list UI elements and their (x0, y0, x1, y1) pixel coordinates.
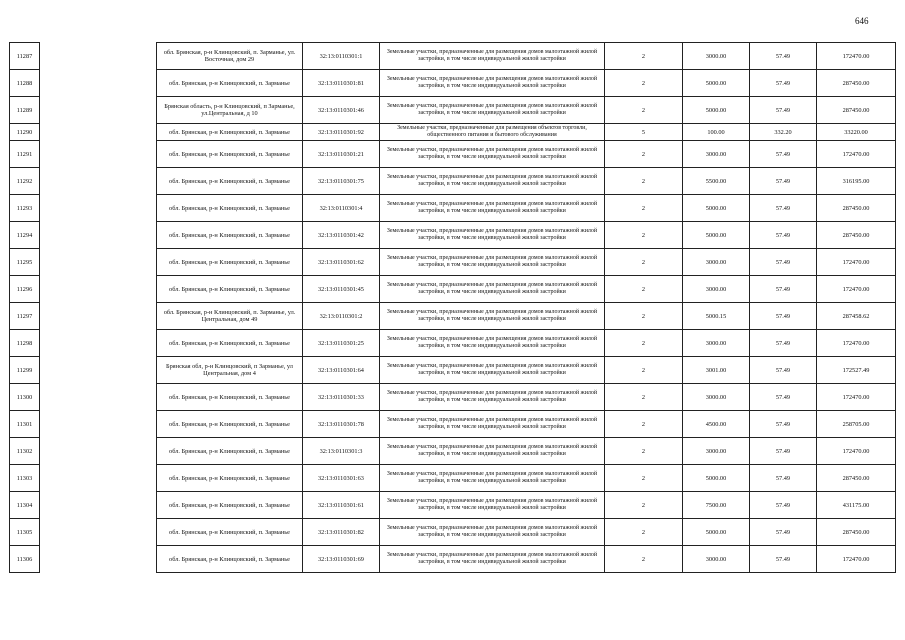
row-id-cell: 11291 (10, 141, 40, 168)
table-row (10, 519, 896, 546)
table-row (10, 168, 896, 195)
group-cell: 2 (605, 384, 683, 411)
group-cell: 2 (605, 97, 683, 124)
rate-cell: 57.49 (750, 384, 817, 411)
rate-cell: 57.49 (750, 222, 817, 249)
cadastral-number-cell: 32:13:0110301:92 (303, 124, 380, 141)
rate-cell: 57.49 (750, 519, 817, 546)
address-cell: обл. Брянская, р-н Клинцовский, п. Зарманье (157, 519, 303, 546)
land-purpose-cell: Земельные участки, предназначенные для размещения домов малоэтажной жилой застройки, в том числе индивидуальной жилой застройки (380, 195, 605, 222)
group-cell: 2 (605, 43, 683, 70)
spacer-cell (40, 438, 157, 465)
row-id-cell: 11293 (10, 195, 40, 222)
spacer-cell (40, 124, 157, 141)
cadastral-value-cell: 172470.00 (817, 43, 896, 70)
address-cell: Брянская область, р-н Клинцовский, п Зарманье, ул.Центральная, д 10 (157, 97, 303, 124)
area-cell: 3000.00 (683, 276, 750, 303)
cadastral-number-cell: 32:13:0110301:78 (303, 411, 380, 438)
cadastral-number-cell: 32:13:0110301:25 (303, 330, 380, 357)
area-cell: 3000.00 (683, 384, 750, 411)
group-cell: 2 (605, 357, 683, 384)
row-id-cell: 11292 (10, 168, 40, 195)
spacer-cell (40, 222, 157, 249)
cadastral-value-cell: 287450.00 (817, 519, 896, 546)
address-cell: обл. Брянская, р-н Клинцовский, п. Зарманье (157, 124, 303, 141)
spacer-cell (40, 519, 157, 546)
cadastral-number-cell: 32:13:0110301:45 (303, 276, 380, 303)
area-cell: 5000.00 (683, 97, 750, 124)
table-row (10, 438, 896, 465)
area-cell: 3000.00 (683, 141, 750, 168)
row-id-cell: 11305 (10, 519, 40, 546)
group-cell: 2 (605, 438, 683, 465)
rate-cell: 57.49 (750, 492, 817, 519)
address-cell: обл. Брянская, р-н Клинцовский, п. Зарманье (157, 465, 303, 492)
spacer-cell (40, 168, 157, 195)
cadastral-table (9, 42, 896, 573)
spacer-cell (40, 195, 157, 222)
table-row (10, 492, 896, 519)
area-cell: 5500.00 (683, 168, 750, 195)
table-row (10, 303, 896, 330)
cadastral-value-cell: 287450.00 (817, 70, 896, 97)
land-purpose-cell: Земельные участки, предназначенные для размещения домов малоэтажной жилой застройки, в том числе индивидуальной жилой застройки (380, 411, 605, 438)
page-number: 646 (855, 16, 869, 26)
land-purpose-cell: Земельные участки, предназначенные для размещения домов малоэтажной жилой застройки, в том числе индивидуальной жилой застройки (380, 222, 605, 249)
table-row (10, 43, 896, 70)
area-cell: 5000.00 (683, 70, 750, 97)
spacer-cell (40, 357, 157, 384)
group-cell: 2 (605, 70, 683, 97)
area-cell: 5000.00 (683, 222, 750, 249)
table-row (10, 276, 896, 303)
group-cell: 2 (605, 222, 683, 249)
table-row (10, 97, 896, 124)
table-row (10, 195, 896, 222)
group-cell: 2 (605, 465, 683, 492)
rate-cell: 57.49 (750, 357, 817, 384)
area-cell: 3000.00 (683, 546, 750, 573)
area-cell: 3001.00 (683, 357, 750, 384)
rate-cell: 57.49 (750, 70, 817, 97)
spacer-cell (40, 70, 157, 97)
group-cell: 2 (605, 168, 683, 195)
area-cell: 5000.00 (683, 519, 750, 546)
table-row (10, 249, 896, 276)
rate-cell: 57.49 (750, 546, 817, 573)
row-id-cell: 11296 (10, 276, 40, 303)
table-body (10, 43, 896, 573)
row-id-cell: 11295 (10, 249, 40, 276)
spacer-cell (40, 492, 157, 519)
cadastral-number-cell: 32:13:0110301:1 (303, 43, 380, 70)
cadastral-number-cell: 32:13:0110301:2 (303, 303, 380, 330)
land-purpose-cell: Земельные участки, предназначенные для размещения домов малоэтажной жилой застройки, в том числе индивидуальной жилой застройки (380, 492, 605, 519)
row-id-cell: 11306 (10, 546, 40, 573)
cadastral-value-cell: 33220.00 (817, 124, 896, 141)
cadastral-value-cell: 431175.00 (817, 492, 896, 519)
cadastral-number-cell: 32:13:0110301:82 (303, 519, 380, 546)
cadastral-number-cell: 32:13:0110301:64 (303, 357, 380, 384)
cadastral-number-cell: 32:13:0110301:33 (303, 384, 380, 411)
spacer-cell (40, 249, 157, 276)
row-id-cell: 11297 (10, 303, 40, 330)
land-purpose-cell: Земельные участки, предназначенные для размещения домов малоэтажной жилой застройки, в том числе индивидуальной жилой застройки (380, 97, 605, 124)
group-cell: 2 (605, 411, 683, 438)
spacer-cell (40, 384, 157, 411)
address-cell: обл. Брянская, р-н Клинцовский, п. Зарманье (157, 411, 303, 438)
rate-cell: 332.20 (750, 124, 817, 141)
table-row (10, 411, 896, 438)
land-purpose-cell: Земельные участки, предназначенные для размещения домов малоэтажной жилой застройки, в том числе индивидуальной жилой застройки (380, 330, 605, 357)
land-purpose-cell: Земельные участки, предназначенные для размещения домов малоэтажной жилой застройки, в том числе индивидуальной жилой застройки (380, 384, 605, 411)
address-cell: обл. Брянская, р-н Клинцовский, п. Зарманье (157, 168, 303, 195)
land-purpose-cell: Земельные участки, предназначенные для размещения домов малоэтажной жилой застройки, в том числе индивидуальной жилой застройки (380, 168, 605, 195)
area-cell: 7500.00 (683, 492, 750, 519)
spacer-cell (40, 303, 157, 330)
land-purpose-cell: Земельные участки, предназначенные для размещения домов малоэтажной жилой застройки, в том числе индивидуальной жилой застройки (380, 276, 605, 303)
area-cell: 3000.00 (683, 43, 750, 70)
cadastral-number-cell: 32:13:0110301:62 (303, 249, 380, 276)
row-id-cell: 11289 (10, 97, 40, 124)
table-row (10, 330, 896, 357)
group-cell: 2 (605, 303, 683, 330)
cadastral-value-cell: 172470.00 (817, 249, 896, 276)
table-row (10, 465, 896, 492)
row-id-cell: 11290 (10, 124, 40, 141)
group-cell: 2 (605, 141, 683, 168)
cadastral-number-cell: 32:13:0110301:21 (303, 141, 380, 168)
spacer-cell (40, 465, 157, 492)
row-id-cell: 11303 (10, 465, 40, 492)
table-row (10, 357, 896, 384)
area-cell: 5000.00 (683, 465, 750, 492)
cadastral-value-cell: 172470.00 (817, 384, 896, 411)
row-id-cell: 11298 (10, 330, 40, 357)
spacer-cell (40, 141, 157, 168)
cadastral-value-cell: 287450.00 (817, 465, 896, 492)
area-cell: 3000.00 (683, 330, 750, 357)
cadastral-number-cell: 32:13:0110301:61 (303, 492, 380, 519)
address-cell: обл. Брянская, р-н Клинцовский, п. Зарманье (157, 195, 303, 222)
spacer-cell (40, 330, 157, 357)
table-row (10, 70, 896, 97)
rate-cell: 57.49 (750, 465, 817, 492)
cadastral-value-cell: 258705.00 (817, 411, 896, 438)
cadastral-value-cell: 172527.49 (817, 357, 896, 384)
rate-cell: 57.49 (750, 249, 817, 276)
rate-cell: 57.49 (750, 276, 817, 303)
land-purpose-cell: Земельные участки, предназначенные для размещения домов малоэтажной жилой застройки, в том числе индивидуальной жилой застройки (380, 249, 605, 276)
address-cell: обл. Брянская, р-н Клинцовский, п. Зарманье (157, 384, 303, 411)
table-row (10, 141, 896, 168)
spacer-cell (40, 97, 157, 124)
rate-cell: 57.49 (750, 43, 817, 70)
address-cell: обл. Брянская, р-н Клинцовский, п. Зарманье (157, 330, 303, 357)
area-cell: 3000.00 (683, 438, 750, 465)
cadastral-number-cell: 32:13:0110301:46 (303, 97, 380, 124)
land-purpose-cell: Земельные участки, предназначенные для размещения домов малоэтажной жилой застройки, в том числе индивидуальной жилой застройки (380, 303, 605, 330)
land-purpose-cell: Земельные участки, предназначенные для размещения домов малоэтажной жилой застройки, в том числе индивидуальной жилой застройки (380, 141, 605, 168)
cadastral-number-cell: 32:13:0110301:4 (303, 195, 380, 222)
address-cell: обл. Брянская, р-н Клинцовский, п. Зарманье, ул. Восточная, дом 29 (157, 43, 303, 70)
rate-cell: 57.49 (750, 303, 817, 330)
cadastral-value-cell: 172470.00 (817, 276, 896, 303)
cadastral-value-cell: 172470.00 (817, 141, 896, 168)
row-id-cell: 11299 (10, 357, 40, 384)
table-row (10, 124, 896, 141)
cadastral-value-cell: 287450.00 (817, 222, 896, 249)
land-purpose-cell: Земельные участки, предназначенные для размещения домов малоэтажной жилой застройки, в том числе индивидуальной жилой застройки (380, 438, 605, 465)
group-cell: 2 (605, 249, 683, 276)
land-purpose-cell: Земельные участки, предназначенные для размещения домов малоэтажной жилой застройки, в том числе индивидуальной жилой застройки (380, 357, 605, 384)
land-purpose-cell: Земельные участки, предназначенные для размещения домов малоэтажной жилой застройки, в том числе индивидуальной жилой застройки (380, 546, 605, 573)
area-cell: 5000.00 (683, 195, 750, 222)
spacer-cell (40, 43, 157, 70)
row-id-cell: 11304 (10, 492, 40, 519)
row-id-cell: 11288 (10, 70, 40, 97)
cadastral-value-cell: 316195.00 (817, 168, 896, 195)
group-cell: 2 (605, 330, 683, 357)
group-cell: 2 (605, 546, 683, 573)
rate-cell: 57.49 (750, 97, 817, 124)
cadastral-value-cell: 287458.62 (817, 303, 896, 330)
land-purpose-cell: Земельные участки, предназначенные для размещения домов малоэтажной жилой застройки, в том числе индивидуальной жилой застройки (380, 43, 605, 70)
group-cell: 5 (605, 124, 683, 141)
land-purpose-cell: Земельные участки, предназначенные для размещения домов малоэтажной жилой застройки, в том числе индивидуальной жилой застройки (380, 519, 605, 546)
address-cell: обл. Брянская, р-н Клинцовский, п. Зарманье (157, 222, 303, 249)
group-cell: 2 (605, 492, 683, 519)
rate-cell: 57.49 (750, 195, 817, 222)
row-id-cell: 11287 (10, 43, 40, 70)
rate-cell: 57.49 (750, 330, 817, 357)
cadastral-value-cell: 287450.00 (817, 97, 896, 124)
land-purpose-cell: Земельные участки, предназначенные для размещения домов малоэтажной жилой застройки, в том числе индивидуальной жилой застройки (380, 70, 605, 97)
land-purpose-cell: Земельные участки, предназначенные для размещения объектов торговли, общественного питания и бытового обслуживания (380, 124, 605, 141)
address-cell: Брянская обл, р-н Клинцовский, п Зарманье, ул Центральная, дом 4 (157, 357, 303, 384)
address-cell: обл. Брянская, р-н Клинцовский, п. Зарманье, ул. Центральная, дом 49 (157, 303, 303, 330)
cadastral-number-cell: 32:13:0110301:69 (303, 546, 380, 573)
cadastral-number-cell: 32:13:0110301:75 (303, 168, 380, 195)
spacer-cell (40, 411, 157, 438)
address-cell: обл. Брянская, р-н Клинцовский, п. Зарманье (157, 492, 303, 519)
cadastral-table-container (9, 42, 896, 573)
cadastral-number-cell: 32:13:0110301:3 (303, 438, 380, 465)
rate-cell: 57.49 (750, 141, 817, 168)
address-cell: обл. Брянская, р-н Клинцовский, п. Зарманье (157, 70, 303, 97)
land-purpose-cell: Земельные участки, предназначенные для размещения домов малоэтажной жилой застройки, в том числе индивидуальной жилой застройки (380, 465, 605, 492)
table-row (10, 546, 896, 573)
row-id-cell: 11301 (10, 411, 40, 438)
group-cell: 2 (605, 195, 683, 222)
address-cell: обл. Брянская, р-н Клинцовский, п. Зарманье (157, 276, 303, 303)
row-id-cell: 11294 (10, 222, 40, 249)
table-row (10, 222, 896, 249)
cadastral-number-cell: 32:13:0110301:42 (303, 222, 380, 249)
group-cell: 2 (605, 519, 683, 546)
spacer-cell (40, 276, 157, 303)
cadastral-value-cell: 172470.00 (817, 546, 896, 573)
rate-cell: 57.49 (750, 411, 817, 438)
rate-cell: 57.49 (750, 168, 817, 195)
area-cell: 4500.00 (683, 411, 750, 438)
table-row (10, 384, 896, 411)
row-id-cell: 11300 (10, 384, 40, 411)
area-cell: 100.00 (683, 124, 750, 141)
cadastral-value-cell: 287450.00 (817, 195, 896, 222)
address-cell: обл. Брянская, р-н Клинцовский, п. Зарманье (157, 141, 303, 168)
group-cell: 2 (605, 276, 683, 303)
cadastral-value-cell: 172470.00 (817, 438, 896, 465)
row-id-cell: 11302 (10, 438, 40, 465)
cadastral-number-cell: 32:13:0110301:63 (303, 465, 380, 492)
rate-cell: 57.49 (750, 438, 817, 465)
address-cell: обл. Брянская, р-н Клинцовский, п. Зарманье (157, 546, 303, 573)
cadastral-number-cell: 32:13:0110301:81 (303, 70, 380, 97)
area-cell: 3000.00 (683, 249, 750, 276)
spacer-cell (40, 546, 157, 573)
address-cell: обл. Брянская, р-н Клинцовский, п. Зарманье (157, 249, 303, 276)
area-cell: 5000.15 (683, 303, 750, 330)
address-cell: обл. Брянская, р-н Клинцовский, п. Зарманье (157, 438, 303, 465)
cadastral-value-cell: 172470.00 (817, 330, 896, 357)
